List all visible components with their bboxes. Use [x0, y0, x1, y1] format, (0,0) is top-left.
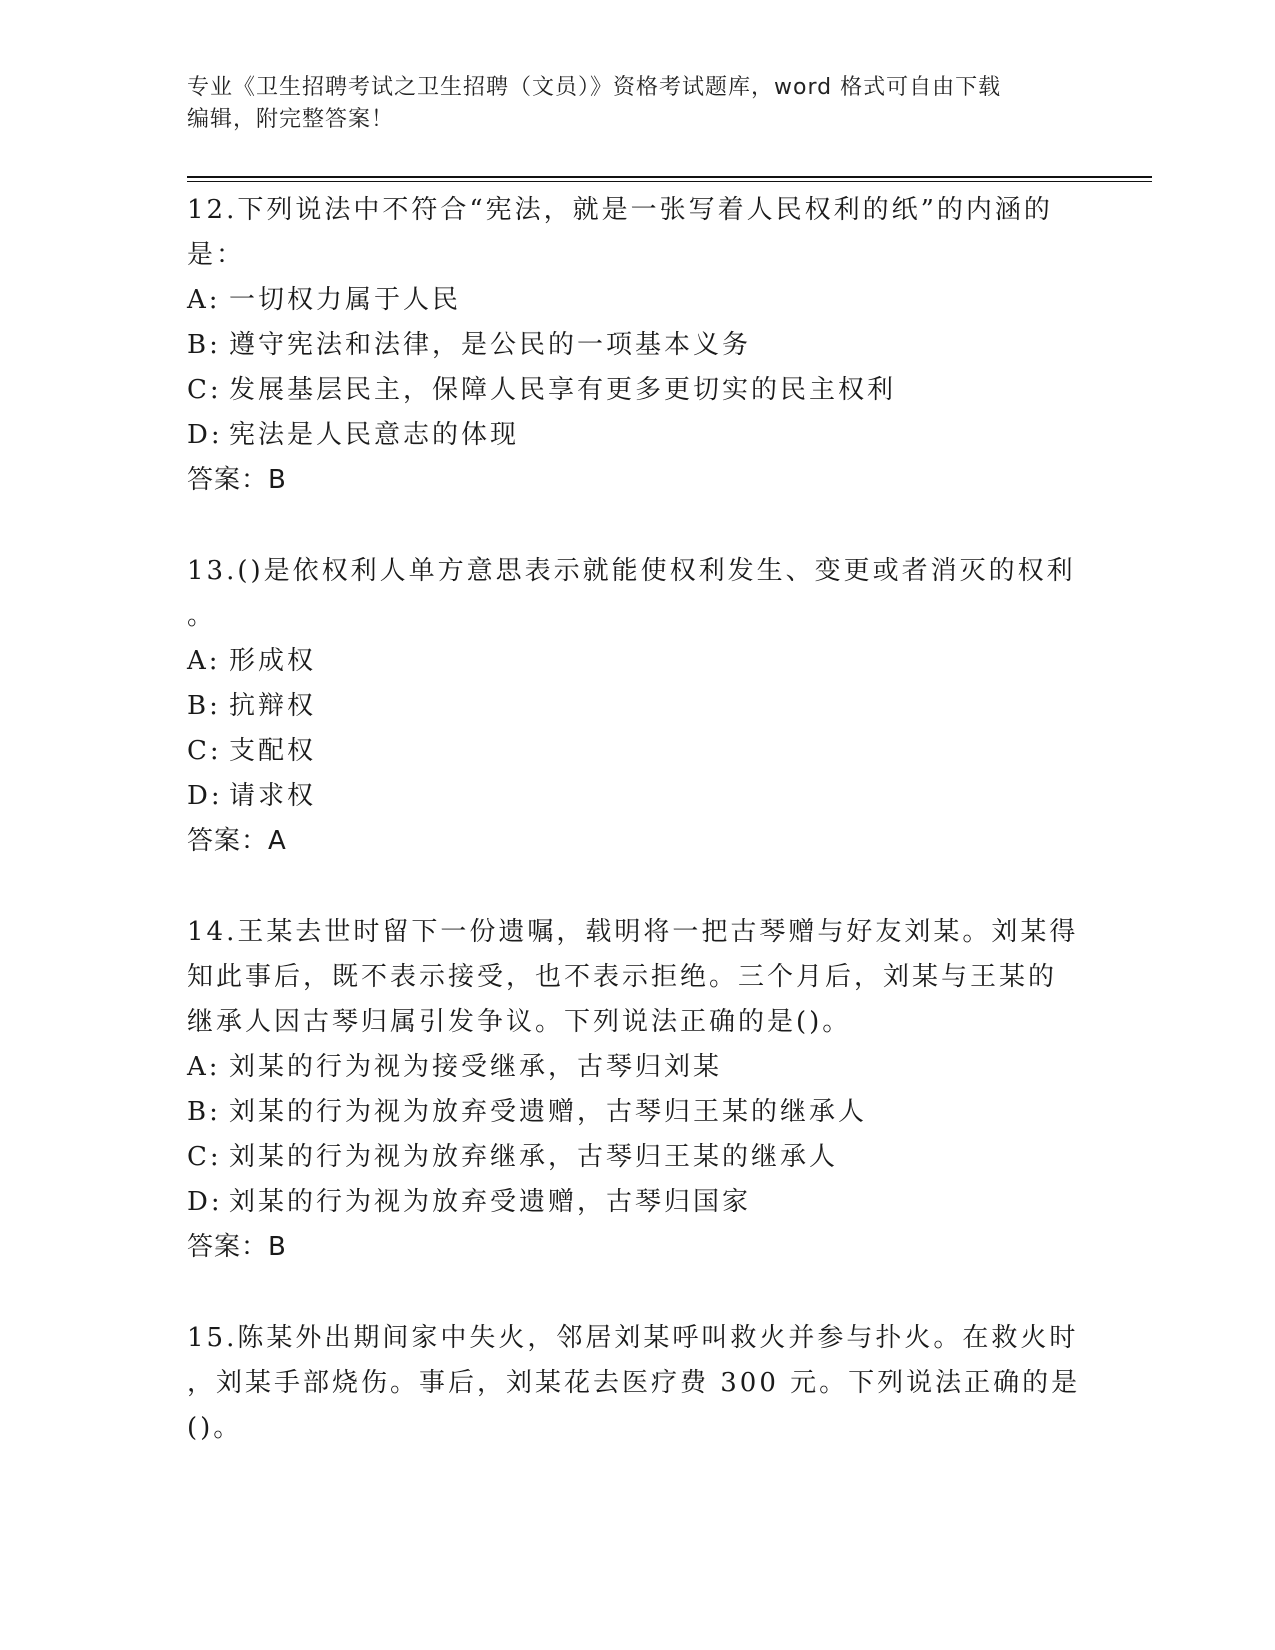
option-a: [187, 639, 1087, 684]
option-b: [187, 323, 1087, 368]
question-text-line: 15.陈某外出期间家中失火，邻居刘某呼叫救火并参与扑火。在救火时: [187, 1323, 1079, 1353]
option-text: 形成权: [229, 646, 317, 676]
option-c: [187, 1135, 1087, 1180]
question-list: [187, 188, 1087, 1497]
question-text-line: ()。: [187, 1413, 243, 1443]
option-text: 发展基层民主，保障人民享有更多更切实的民主权利: [229, 375, 897, 405]
option-letter: C:: [187, 375, 222, 405]
question-text-line: 13.()是依权利人单方意思表示就能使权利发生、变更或者消灭的权利: [187, 556, 1076, 586]
document-header: [187, 72, 1087, 136]
option-a: [187, 1045, 1087, 1090]
option-letter: D:: [187, 420, 223, 450]
question-14: [187, 910, 1087, 1270]
option-letter: A:: [187, 285, 221, 315]
option-text: 支配权: [229, 736, 317, 766]
option-text: 刘某的行为视为接受继承，古琴归刘某: [229, 1052, 723, 1082]
question-text-line: ，刘某手部烧伤。事后，刘某花去医疗费 300 元。下列说法正确的是: [187, 1368, 1081, 1398]
option-letter: C:: [187, 736, 222, 766]
option-text: 抗辩权: [229, 691, 317, 721]
option-c: [187, 368, 1087, 413]
header-rule-thick: [187, 176, 1152, 178]
option-d: [187, 413, 1087, 458]
answer: 答案：B: [187, 1232, 287, 1262]
question-13: [187, 549, 1087, 864]
option-text: 刘某的行为视为放弃继承，古琴归王某的继承人: [229, 1142, 839, 1172]
option-text: 遵守宪法和法律，是公民的一项基本义务: [229, 330, 752, 360]
option-letter: B:: [187, 1097, 221, 1127]
option-letter: A:: [187, 646, 221, 676]
question-text-line: 是：: [187, 240, 246, 270]
question-text-line: 。: [187, 601, 217, 631]
option-b: [187, 684, 1087, 729]
header-line-1: 专业《卫生招聘考试之卫生招聘（文员）》资格考试题库，word 格式可自由下载: [187, 75, 1002, 100]
option-a: [187, 278, 1087, 323]
question-12: [187, 188, 1087, 503]
option-text: 刘某的行为视为放弃受遗赠，古琴归国家: [229, 1187, 752, 1217]
option-text: 请求权: [229, 781, 317, 811]
question-text-line: 14.王某去世时留下一份遗嘱，载明将一把古琴赠与好友刘某。刘某得: [187, 917, 1079, 947]
option-letter: A:: [187, 1052, 221, 1082]
option-letter: B:: [187, 691, 221, 721]
option-d: [187, 774, 1087, 819]
question-15: [187, 1316, 1087, 1451]
option-letter: B:: [187, 330, 221, 360]
option-letter: D:: [187, 1187, 223, 1217]
option-letter: D:: [187, 781, 223, 811]
option-b: [187, 1090, 1087, 1135]
option-text: 宪法是人民意志的体现: [229, 420, 520, 450]
header-line-2: 编辑，附完整答案！: [187, 107, 395, 132]
option-text: 一切权力属于人民: [229, 285, 462, 315]
option-c: [187, 729, 1087, 774]
answer: 答案：B: [187, 465, 287, 495]
option-d: [187, 1180, 1087, 1225]
question-text-line: 知此事后，既不表示接受，也不表示拒绝。三个月后，刘某与王某的: [187, 962, 1058, 992]
option-text: 刘某的行为视为放弃受遗赠，古琴归王某的继承人: [229, 1097, 868, 1127]
question-text-line: 继承人因古琴归属引发争议。下列说法正确的是()。: [187, 1007, 852, 1037]
header-rule-thin: [187, 181, 1152, 182]
answer: 答案：A: [187, 826, 287, 856]
question-text-line: 12.下列说法中不符合“宪法，就是一张写着人民权利的纸”的内涵的: [187, 195, 1053, 225]
option-letter: C:: [187, 1142, 222, 1172]
